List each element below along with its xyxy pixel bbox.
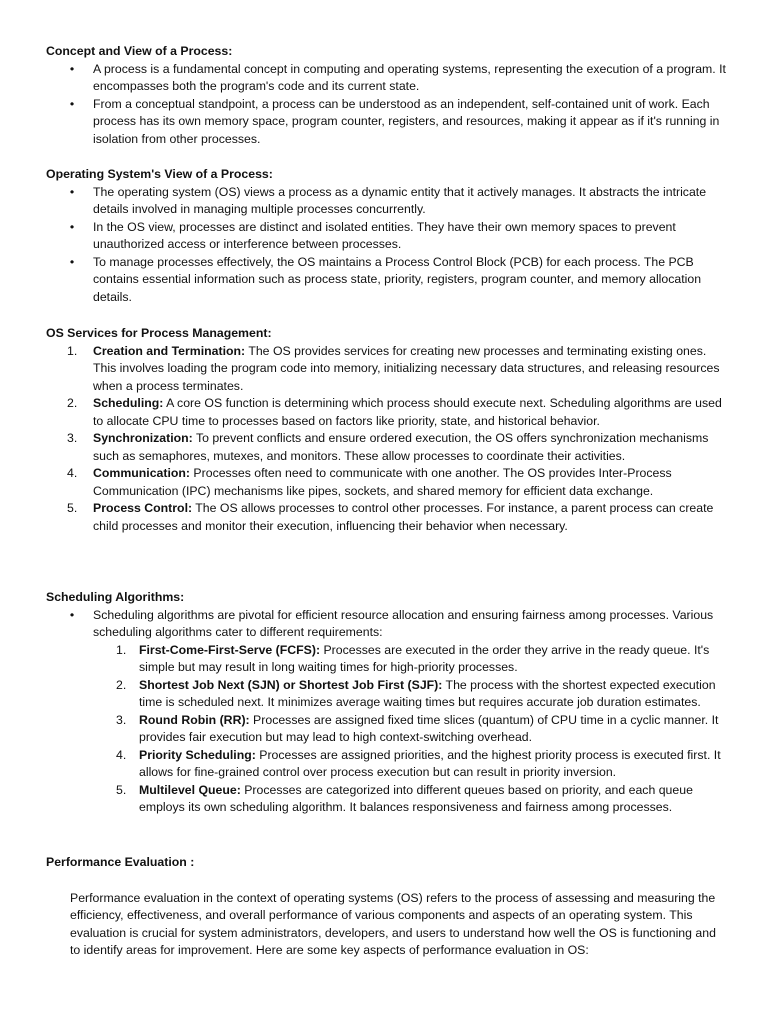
section-os-view	[46, 166, 726, 306]
item-term: Creation and Termination:	[93, 343, 246, 358]
body-paragraph: Performance evaluation in the context of operating systems (OS) refers to the process of assessing and measuring the efficiency, effectiveness, and overall performance of various components and aspects of an operating system. This evaluation is crucial for system administrators, developers, and users to understand how well the OS is functioning and to identify areas for improvement. Here are some key aspects of performance evaluation in OS:	[70, 890, 716, 957]
item-text: The OS allows processes to control other processes. For instance, a parent process can create child processes and monitor their execution, influencing their behavior when necessary.	[93, 501, 714, 533]
section-heading: Performance Evaluation :	[46, 855, 195, 869]
nested-numbered-list	[93, 642, 726, 817]
item-term: Round Robin (RR):	[139, 712, 250, 727]
bullet-item	[46, 219, 726, 254]
item-text: Processes are assigned priorities, and the highest priority process is executed first. It allows for fine-grained control over process execution but can result in priority inversion.	[139, 747, 721, 779]
bullet-icon: •	[69, 184, 75, 199]
item-number: 1.	[67, 343, 78, 358]
numbered-item	[46, 465, 726, 500]
item-term: Scheduling:	[93, 396, 164, 410]
item-term: Process Control:	[93, 501, 193, 515]
item-text: The OS provides services for creating new processes and terminating existing ones. This involves loading the program code into memory, initializing necessary data structures, and releasing resources when a process terminates.	[93, 343, 720, 393]
bullet-item	[46, 61, 726, 96]
item-number: 2.	[116, 677, 127, 692]
bullet-item	[46, 607, 726, 817]
bullet-list	[46, 61, 726, 149]
section-heading: Operating System's View of a Process:	[46, 167, 273, 181]
item-number: 5.	[67, 501, 78, 515]
item-number: 4.	[116, 747, 127, 762]
section-performance	[46, 854, 726, 960]
item-number: 4.	[67, 466, 78, 480]
item-term: Synchronization:	[93, 431, 193, 445]
section-services	[46, 325, 726, 535]
bullet-icon: •	[69, 96, 75, 111]
numbered-item	[93, 712, 726, 747]
item-text: To prevent conflicts and ensure ordered execution, the OS offers synchronization mechanisms such as semaphores, mutexes, and monitors. These allow processes to coordinate their activities.	[93, 431, 709, 463]
bullet-list	[46, 607, 726, 817]
item-text: Processes are categorized into different queues based on priority, and each queue employs its own scheduling algorithm. It balances responsiveness and fairness among processes.	[139, 782, 693, 814]
bullet-text: The operating system (OS) views a process as a dynamic entity that it actively manages. It abstracts the intricate details involved in managing multiple processes concurrently.	[93, 184, 707, 216]
bullet-item	[46, 96, 726, 149]
item-text: The process with the shortest expected execution time is scheduled next. It minimizes average waiting times but requires accurate job duration estimates.	[139, 677, 716, 709]
numbered-item	[46, 395, 726, 430]
item-term: Communication:	[93, 466, 191, 480]
item-number: 3.	[67, 431, 78, 445]
bullet-item	[46, 254, 726, 307]
bullet-text: To manage processes effectively, the OS maintains a Process Control Block (PCB) for each process. The PCB contains essential information such as process state, priority, registers, program counter, and memory allocation details.	[93, 254, 702, 304]
item-number: 1.	[116, 642, 127, 657]
bullet-icon: •	[69, 607, 75, 622]
item-number: 5.	[116, 782, 127, 797]
section-heading: Concept and View of a Process:	[46, 44, 233, 58]
numbered-item	[46, 430, 726, 465]
numbered-item	[93, 642, 726, 677]
item-number: 3.	[116, 712, 127, 727]
section-scheduling	[46, 589, 726, 817]
section-heading: Scheduling Algorithms:	[46, 590, 185, 604]
item-text: Processes often need to communicate with one another. The OS provides Inter-Process Communication (IPC) mechanisms like pipes, sockets, and shared memory for efficient data exchange.	[93, 466, 672, 498]
section-concept	[46, 43, 726, 148]
bullet-icon: •	[69, 254, 75, 269]
bullet-text: A process is a fundamental concept in computing and operating systems, representing the execution of a program. It encompasses both the program's code and its current state.	[93, 61, 726, 93]
bullet-text: Scheduling algorithms are pivotal for efficient resource allocation and ensuring fairness among processes. Various scheduling algorithms cater to different requirements:	[93, 607, 714, 639]
item-text: Processes are executed in the order they arrive in the ready queue. It's simple but may result in long waiting times for high-priority processes.	[139, 642, 710, 674]
item-number: 2.	[67, 396, 78, 410]
item-term: Priority Scheduling:	[139, 747, 256, 762]
item-term: First-Come-First-Serve (FCFS):	[139, 642, 321, 657]
numbered-item	[93, 747, 726, 782]
bullet-icon: •	[69, 61, 75, 76]
section-heading: OS Services for Process Management:	[46, 326, 272, 340]
bullet-text: In the OS view, processes are distinct and isolated entities. They have their own memory spaces to prevent unauthorized access or interference between processes.	[93, 219, 676, 251]
numbered-item	[93, 677, 726, 712]
bullet-text: From a conceptual standpoint, a process can be understood as an independent, self-contained unit of work. Each process has its own memory space, program counter, registers, and resources, making it appear as if it's running in isolation from other processes.	[93, 96, 720, 146]
bullet-icon: •	[69, 219, 75, 234]
numbered-item	[46, 500, 726, 535]
item-term: Shortest Job Next (SJN) or Shortest Job First (SJF):	[139, 677, 443, 692]
bullet-list	[46, 184, 726, 307]
numbered-item	[93, 782, 726, 817]
bullet-item	[46, 184, 726, 219]
item-term: Multilevel Queue:	[139, 782, 241, 797]
numbered-item	[46, 343, 726, 396]
numbered-list	[46, 343, 726, 536]
item-text: Processes are assigned fixed time slices (quantum) of CPU time in a cyclic manner. It provides fair execution but may lead to high context-switching overhead.	[139, 712, 719, 744]
item-text: A core OS function is determining which process should execute next. Scheduling algorithms are used to allocate CPU time to processes based on factors like priority, state, and historical behavior.	[93, 396, 722, 428]
